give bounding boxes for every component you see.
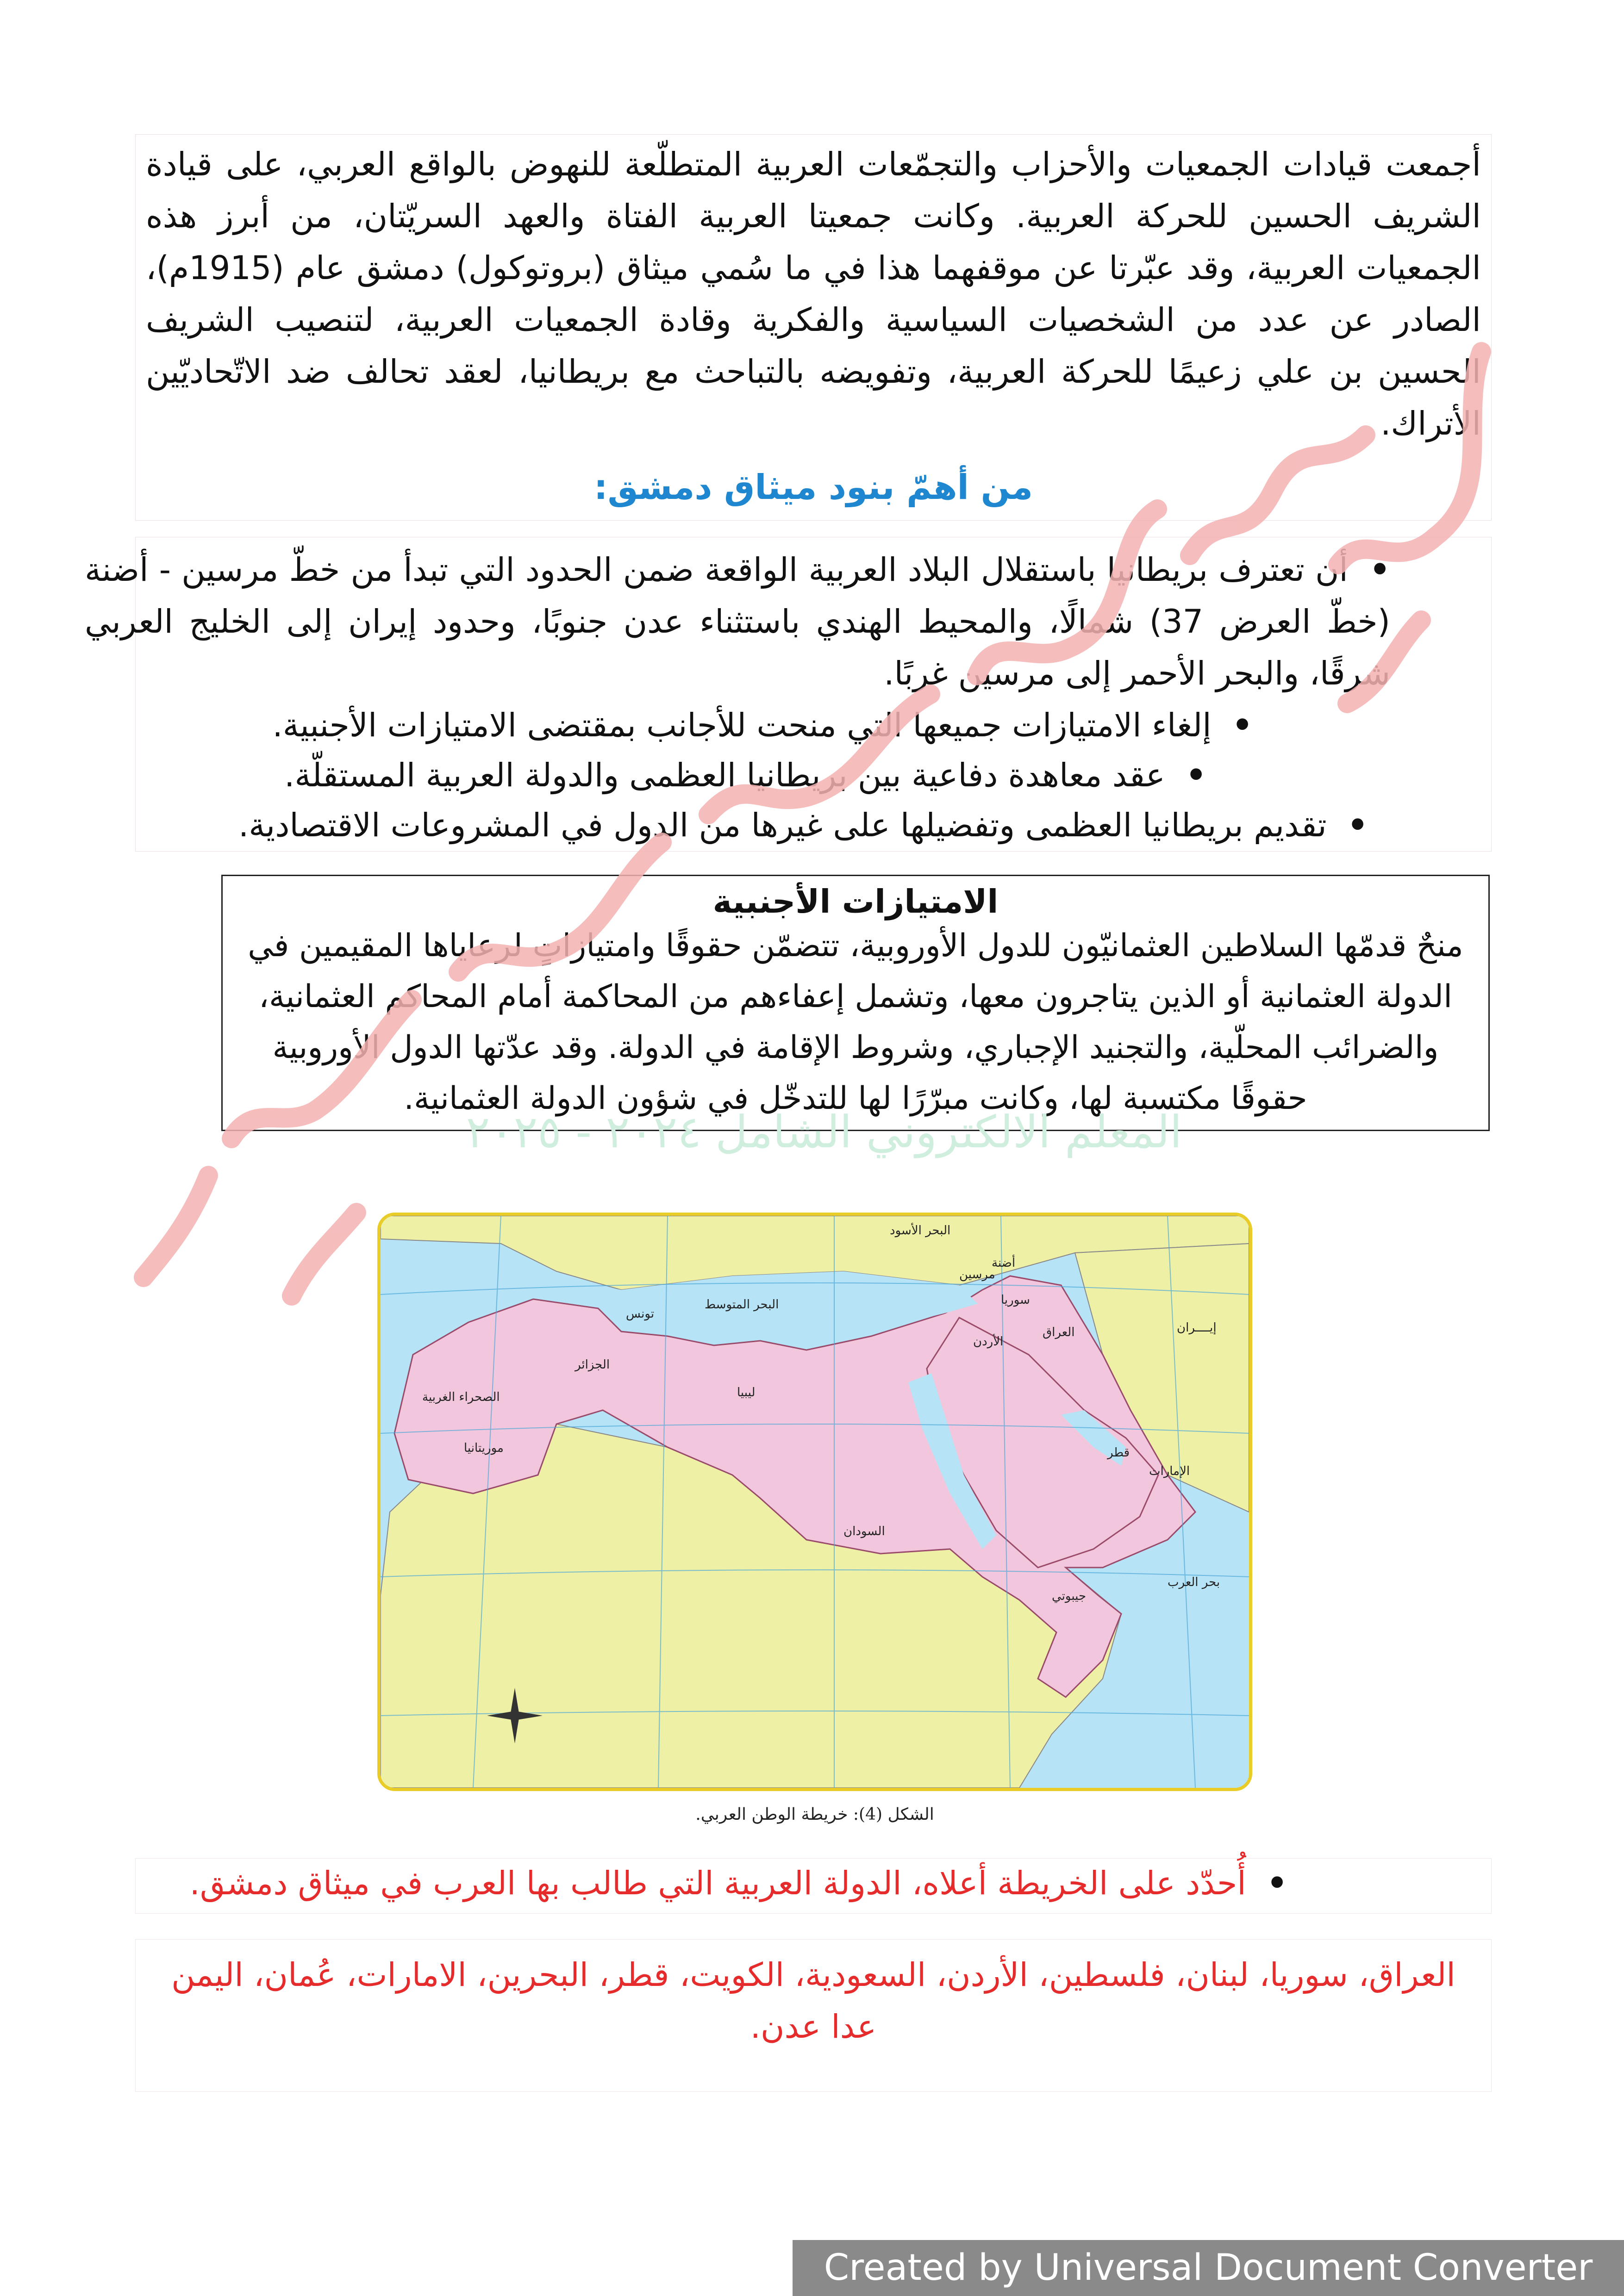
map-label-syria: سوريا: [1001, 1293, 1030, 1307]
bullet-item-3: [284, 749, 1206, 801]
answer-text: العراق، سوريا، لبنان، فلسطين، الأردن، السعودية، الكويت، قطر، البحرين، الامارات، عُمان، اليمن عدا عدن.: [171, 1956, 1455, 2046]
question-text: أُحدّد على الخريطة أعلاه، الدولة العربية التي طالب بها العرب في ميثاق دمشق.: [189, 1864, 1246, 1902]
map-label-western-sahara: الصحراء الغربية: [422, 1390, 500, 1404]
concept-box: [221, 875, 1490, 1131]
bullet-text-2: إلغاء الامتيازات جميعها التي منحت للأجانب بمقتضى الامتيازات الأجنبية.: [272, 706, 1212, 744]
bullet-text-4: تقديم بريطانيا العظمى وتفضيلها على غيرها من الدول في المشروعات الاقتصادية.: [238, 806, 1327, 844]
map-label-adana: أضنة: [992, 1256, 1016, 1270]
bullet-dot-icon: •: [1186, 756, 1206, 794]
bullet-item-2: [273, 699, 1253, 751]
map-label-iran: إيــــران: [1177, 1321, 1217, 1335]
map-label-tunisia: تونس: [626, 1307, 655, 1321]
watermark-text-line: المعلم الالكتروني الشامل ٢٠٢٤ - ٢٠٢٥: [466, 1106, 1182, 1158]
map-label-med-sea: البحر المتوسط: [705, 1298, 779, 1312]
map-canvas: [381, 1216, 1249, 1788]
map-label-libya: ليبيا: [737, 1386, 756, 1400]
converter-footer: Created by Universal Document Converter: [793, 2240, 1624, 2296]
bullet-dot-icon: •: [1267, 1864, 1287, 1902]
bullet-dot-icon: •: [1232, 706, 1253, 744]
map-label-mersin: مرسين: [959, 1268, 995, 1282]
bullet-text-1: أن تعترف بريطانيا باستقلال البلاد العربية الواقعة ضمن الحدود التي تبدأ من خطّ مرسين - أضنة (خطّ العرض 37) شمالًا، والمحيط الهندي باستثناء عدن جنوبًا، وحدود إيران إلى الخليج العربي شرقًا، والبحر الأحمر إلى مرسين غربًا.: [85, 551, 1390, 692]
map-label-iraq: العراق: [1043, 1325, 1075, 1339]
map-caption: الشكل (4): خريطة الوطن العربي.: [695, 1805, 934, 1824]
bullet-dot-icon: •: [1347, 806, 1368, 844]
map-label-jordan: الأردن: [973, 1335, 1004, 1349]
arab-world-map: [377, 1213, 1252, 1791]
bullet-item-1: [85, 544, 1390, 699]
bullet-dot-icon: •: [1369, 551, 1390, 589]
map-label-djibouti: جيبوتي: [1052, 1589, 1087, 1603]
concept-body: منحٌ قدمّها السلاطين العثمانيّون للدول الأوروبية، تتضمّن حقوقًا وامتيازاتٍ لرعاياها المقيمين في الدولة العثمانية أو الذين يتاجرون معها، وتشمل إعفاءهم من المحاكمة أمام المحاكم العثمانية، والضرائب المحلّية، والتجنيد الإجباري، وشروط الإقامة في الدولة. وقد عدّتها الدول الأوروبية حقوقًا مكتسبة لها، وكانت مبرّرًا لها للتدخّل في شؤون الدولة العثمانية.: [248, 927, 1463, 1117]
map-label-mauritania: موريتانيا: [464, 1441, 504, 1455]
map-label-algeria: الجزائر: [575, 1358, 610, 1372]
map-label-arabian-sea: بحر العرب: [1168, 1575, 1220, 1589]
question-box: [135, 1858, 1492, 1914]
map-label-black-sea: البحر الأسود: [890, 1224, 951, 1238]
map-label-uae: الإمارات: [1149, 1464, 1190, 1478]
bullet-item-4: [238, 799, 1368, 851]
concept-title: الامتيازات الأجنبية: [712, 883, 999, 921]
map-label-sudan: السودان: [843, 1524, 885, 1538]
heading-box: [135, 454, 1492, 521]
answer-box: [135, 1939, 1492, 2092]
section-heading: من أهمّ بنود ميثاق دمشق:: [593, 467, 1033, 507]
bullet-text-3: عقد معاهدة دفاعية بين بريطانيا العظمى والدولة العربية المستقلّة.: [284, 756, 1165, 794]
bullets-box: [85, 537, 1492, 852]
question-line: [190, 1864, 1287, 1902]
intro-paragraph: أجمعت قيادات الجمعيات والأحزاب والتجمّعات العربية المتطلّعة للنهوض بالواقع العربي، على قيادة الشريف الحسين للحركة العربية. وكانت جمعيتا العربية الفتاة والعهد السريّتان، من أبرز هذه الجمعيات العربية، وقد عبّرتا عن موقفهما هذا في ما سُمي ميثاق (بروتوكول) دمشق عام (1915م)، الصادر عن عدد من الشخصيات السياسية والفكرية وقادة الجمعيات العربية، لتنصيب الشريف الحسين بن علي زعيمًا للحركة العربية، وتفويضه بالتباحث مع بريطانيا، لعقد تحالف ضد الاتّحاديّين الأتراك.: [146, 145, 1481, 442]
map-label-qatar: قطر: [1107, 1446, 1130, 1460]
